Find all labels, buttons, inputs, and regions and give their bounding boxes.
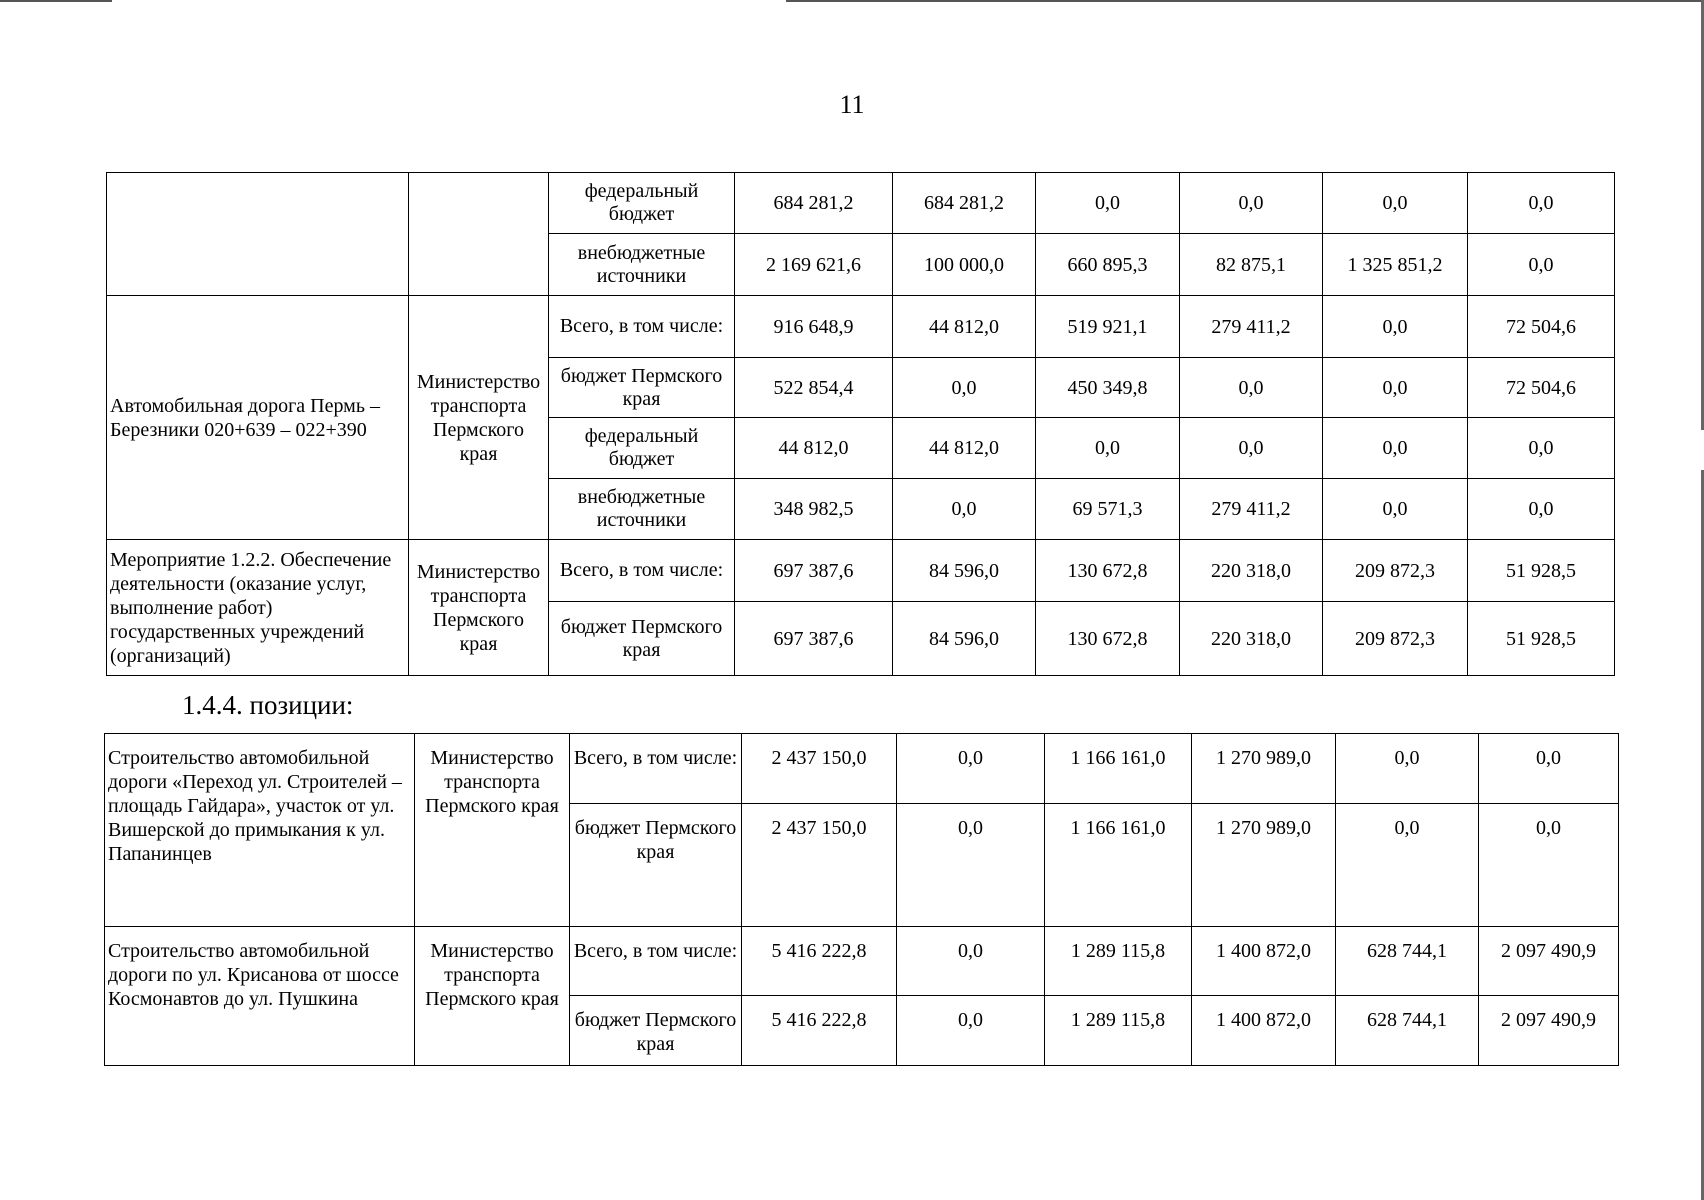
amount-cell: 0,0 bbox=[1323, 418, 1468, 479]
amount-cell: 51 928,5 bbox=[1468, 602, 1615, 676]
amount-cell: 100 000,0 bbox=[893, 234, 1036, 296]
funding-source-cell: бюджет Пермского края bbox=[549, 602, 735, 676]
financing-table-continued bbox=[106, 172, 1615, 676]
table-row bbox=[107, 540, 1615, 602]
amount-cell: 209 872,3 bbox=[1323, 602, 1468, 676]
amount-cell: 697 387,6 bbox=[735, 540, 893, 602]
responsible-cell: Министерство транспорта Пермского края bbox=[415, 927, 570, 1066]
amount-cell: 220 318,0 bbox=[1180, 602, 1323, 676]
amount-cell: 72 504,6 bbox=[1468, 296, 1615, 358]
amount-cell: 44 812,0 bbox=[893, 418, 1036, 479]
funding-source-cell: Всего, в том числе: bbox=[570, 734, 742, 804]
table-row bbox=[107, 173, 1615, 234]
amount-cell: 209 872,3 bbox=[1323, 540, 1468, 602]
amount-cell: 0,0 bbox=[893, 358, 1036, 418]
amount-cell: 0,0 bbox=[1180, 358, 1323, 418]
amount-cell: 2 097 490,9 bbox=[1479, 927, 1619, 996]
funding-source-cell: внебюджетные источники bbox=[549, 234, 735, 296]
amount-cell: 0,0 bbox=[1468, 479, 1615, 540]
amount-cell: 0,0 bbox=[1479, 804, 1619, 927]
amount-cell: 1 166 161,0 bbox=[1045, 804, 1192, 927]
amount-cell: 0,0 bbox=[1468, 173, 1615, 234]
amount-cell: 0,0 bbox=[1336, 804, 1479, 927]
amount-cell: 0,0 bbox=[897, 927, 1045, 996]
amount-cell: 1 270 989,0 bbox=[1192, 734, 1336, 804]
amount-cell: 279 411,2 bbox=[1180, 479, 1323, 540]
funding-source-cell: бюджет Пермского края bbox=[570, 804, 742, 927]
funding-source-cell: федеральный бюджет bbox=[549, 418, 735, 479]
amount-cell: 0,0 bbox=[1479, 734, 1619, 804]
item-name-cell bbox=[107, 173, 409, 296]
table-row bbox=[105, 734, 1619, 804]
amount-cell: 130 672,8 bbox=[1036, 602, 1180, 676]
amount-cell: 0,0 bbox=[1468, 418, 1615, 479]
amount-cell: 0,0 bbox=[893, 479, 1036, 540]
amount-cell: 1 400 872,0 bbox=[1192, 927, 1336, 996]
item-name-cell: Строительство автомобильной дороги «Переход ул. Строителей – площадь Гайдара», участок от ул. Вишерской до примыкания к ул. Папанинцев bbox=[105, 734, 415, 927]
amount-cell: 51 928,5 bbox=[1468, 540, 1615, 602]
amount-cell: 1 166 161,0 bbox=[1045, 734, 1192, 804]
positions-table bbox=[104, 733, 1619, 1066]
amount-cell: 0,0 bbox=[1036, 418, 1180, 479]
amount-cell: 84 596,0 bbox=[893, 602, 1036, 676]
item-name-cell: Строительство автомобильной дороги по ул. Крисанова от шоссе Космонавтов до ул. Пушкина bbox=[105, 927, 415, 1066]
item-name-cell: Мероприятие 1.2.2. Обеспечение деятельности (оказание услуг, выполнение работ) государственных учреждений (организаций) bbox=[107, 540, 409, 676]
amount-cell: 916 648,9 bbox=[735, 296, 893, 358]
amount-cell: 0,0 bbox=[897, 804, 1045, 927]
amount-cell: 130 672,8 bbox=[1036, 540, 1180, 602]
funding-source-cell: федеральный бюджет bbox=[549, 173, 735, 234]
item-name-cell: Автомобильная дорога Пермь – Березники 020+639 – 022+390 bbox=[107, 296, 409, 540]
amount-cell: 0,0 bbox=[897, 734, 1045, 804]
amount-cell: 220 318,0 bbox=[1180, 540, 1323, 602]
responsible-cell: Министерство транспорта Пермского края bbox=[409, 540, 549, 676]
amount-cell: 0,0 bbox=[1323, 296, 1468, 358]
amount-cell: 450 349,8 bbox=[1036, 358, 1180, 418]
amount-cell: 684 281,2 bbox=[735, 173, 893, 234]
funding-source-cell: Всего, в том числе: bbox=[570, 927, 742, 996]
amount-cell: 348 982,5 bbox=[735, 479, 893, 540]
table-row bbox=[107, 296, 1615, 358]
responsible-cell: Министерство транспорта Пермского края bbox=[415, 734, 570, 927]
scan-edge-line bbox=[0, 0, 112, 2]
amount-cell: 0,0 bbox=[1036, 173, 1180, 234]
amount-cell: 0,0 bbox=[1323, 358, 1468, 418]
amount-cell: 72 504,6 bbox=[1468, 358, 1615, 418]
funding-source-cell: бюджет Пермского края bbox=[549, 358, 735, 418]
amount-cell: 44 812,0 bbox=[735, 418, 893, 479]
amount-cell: 5 416 222,8 bbox=[742, 996, 897, 1066]
amount-cell: 2 437 150,0 bbox=[742, 734, 897, 804]
table-row bbox=[105, 927, 1619, 996]
amount-cell: 1 325 851,2 bbox=[1323, 234, 1468, 296]
amount-cell: 2 437 150,0 bbox=[742, 804, 897, 927]
funding-source-cell: бюджет Пермского края bbox=[570, 996, 742, 1066]
amount-cell: 1 400 872,0 bbox=[1192, 996, 1336, 1066]
scan-edge-line bbox=[786, 0, 1704, 2]
funding-source-cell: Всего, в том числе: bbox=[549, 296, 735, 358]
amount-cell: 2 097 490,9 bbox=[1479, 996, 1619, 1066]
amount-cell: 1 289 115,8 bbox=[1045, 927, 1192, 996]
amount-cell: 84 596,0 bbox=[893, 540, 1036, 602]
amount-cell: 82 875,1 bbox=[1180, 234, 1323, 296]
amount-cell: 519 921,1 bbox=[1036, 296, 1180, 358]
amount-cell: 0,0 bbox=[1180, 418, 1323, 479]
amount-cell: 0,0 bbox=[1336, 734, 1479, 804]
amount-cell: 2 169 621,6 bbox=[735, 234, 893, 296]
amount-cell: 1 270 989,0 bbox=[1192, 804, 1336, 927]
amount-cell: 5 416 222,8 bbox=[742, 927, 897, 996]
amount-cell: 628 744,1 bbox=[1336, 927, 1479, 996]
amount-cell: 0,0 bbox=[1468, 234, 1615, 296]
amount-cell: 0,0 bbox=[1323, 479, 1468, 540]
amount-cell: 684 281,2 bbox=[893, 173, 1036, 234]
funding-source-cell: Всего, в том числе: bbox=[549, 540, 735, 602]
amount-cell: 628 744,1 bbox=[1336, 996, 1479, 1066]
responsible-cell bbox=[409, 173, 549, 296]
amount-cell: 44 812,0 bbox=[893, 296, 1036, 358]
amount-cell: 660 895,3 bbox=[1036, 234, 1180, 296]
responsible-cell: Министерство транспорта Пермского края bbox=[409, 296, 549, 540]
amount-cell: 0,0 bbox=[897, 996, 1045, 1066]
amount-cell: 0,0 bbox=[1323, 173, 1468, 234]
amount-cell: 69 571,3 bbox=[1036, 479, 1180, 540]
section-heading: 1.4.4. позиции: bbox=[182, 690, 354, 720]
amount-cell: 697 387,6 bbox=[735, 602, 893, 676]
amount-cell: 0,0 bbox=[1180, 173, 1323, 234]
amount-cell: 1 289 115,8 bbox=[1045, 996, 1192, 1066]
page-number: 11 bbox=[839, 90, 865, 119]
amount-cell: 522 854,4 bbox=[735, 358, 893, 418]
funding-source-cell: внебюджетные источники bbox=[549, 479, 735, 540]
amount-cell: 279 411,2 bbox=[1180, 296, 1323, 358]
